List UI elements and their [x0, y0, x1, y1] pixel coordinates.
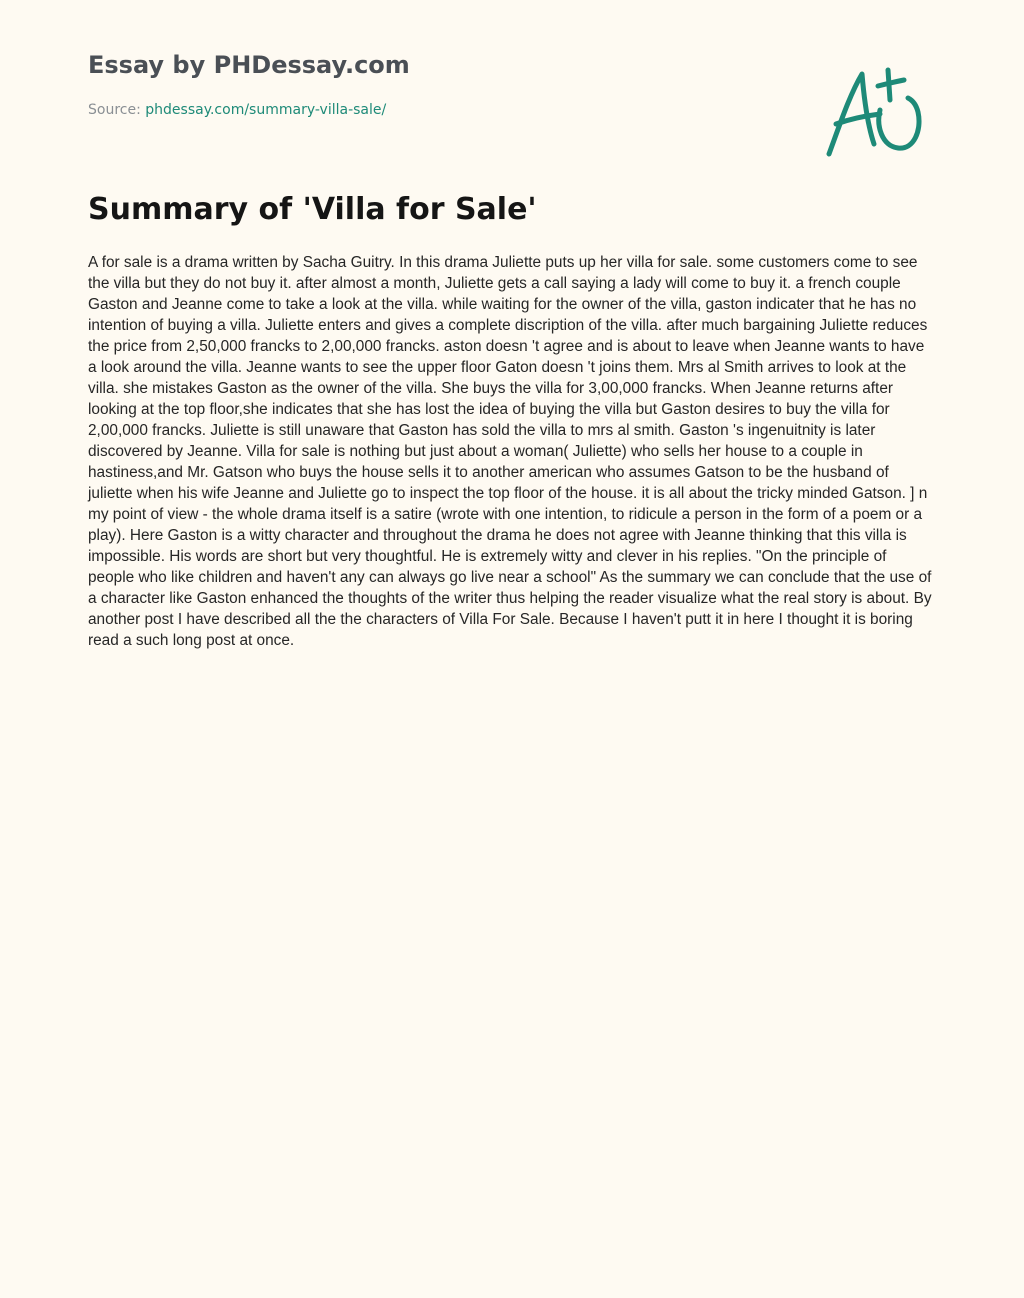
a-plus-logo-icon — [822, 64, 928, 160]
document-title: Summary of 'Villa for Sale' — [88, 192, 537, 227]
source-link[interactable]: phdessay.com/summary-villa-sale/ — [145, 102, 387, 118]
site-title: Essay by PHDessay.com — [88, 51, 410, 79]
page-header — [88, 48, 788, 120]
essay-body: A for sale is a drama written by Sacha Guitry. In this drama Juliette puts up her villa for sale. some customers come to see the villa but they do not buy it. after almost a month, Juliette gets a call saying a lady will come to buy it. a french couple Gaston and Jeanne come to take a look at the villa. while waiting for the owner of the villa, gaston indicater that he has no intention of buying a villa. Juliette enters and gives a complete discription of the villa. after much bargaining Juliette reduces the price from 2,50,000 francks to 2,00,000 francks. aston doesn 't agree and is about to leave when Jeanne wants to have a look around the villa. Jeanne wants to see the upper floor Gaton doesn 't joins them. Mrs al Smith arrives to look at the villa. she mistakes Gaston as the owner of the villa. She buys the villa for 3,00,000 francks. When Jeanne returns after looking at the top floor,she indicates that she has lost the idea of buying the villa but Gaston desires to buy the villa for 2,00,000 francks. Juliette is still unaware that Gaston has sold the villa to mrs al smith. Gaston 's ingenuitnity is later discovered by Jeanne. Villa for sale is nothing but just about a woman( Juliette) who sells her house to a couple in hastiness,and Mr. Gatson who buys the house sells it to another american who assumes Gatson to be the husband of juliette when his wife Jeanne and Juliette go to inspect the top floor of the house. it is all about the tricky minded Gatson. ] n my point of view - the whole drama itself is a satire (wrote with one intention, to ridicule a person in the form of a poem or a play). Here Gaston is a witty character and throughout the drama he does not agree with Jeanne thinking that this villa is impossible. His words are short but very thoughtful. He is extremely witty and clever in his replies. "On the principle of people who like children and haven't any can always go live near a school" As the summary we can conclude that the use of a character like Gaston enhanced the thoughts of the writer thus helping the reader visualize what the real story is about. By another post I have described all the the characters of Villa For Sale. Because I haven't putt it in here I thought it is boring read a such long post at once. — [88, 254, 932, 649]
source-line — [88, 100, 788, 120]
source-label: Source: — [88, 102, 146, 118]
